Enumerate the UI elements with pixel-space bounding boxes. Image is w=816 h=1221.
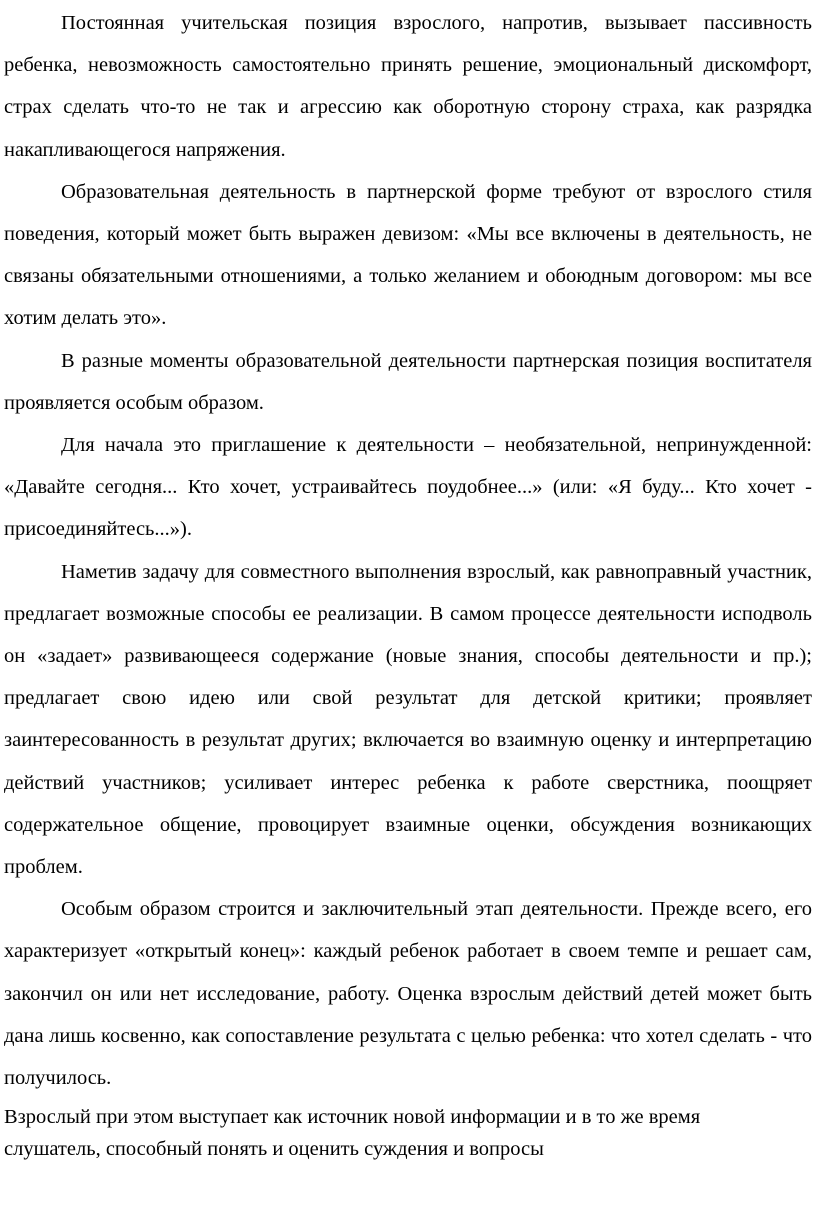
paragraph-adult-role: Взрослый при этом выступает как источник новой информации и в то же время слушатель, способный понять и оценить суждения и вопросы <box>4 1106 701 1161</box>
paragraph-partner-form: Образовательная деятельность в партнерской форме требуют от взрослого стиля поведения, который может быть выражен девизом: «Мы все включены в деятельность, не связаны обязательными отношениями, а только желанием и обоюдным договором: мы все хотим делать это». <box>4 180 812 330</box>
paragraph-final-stage: Особым образом строится и заключительный этап деятельности. Прежде всего, его характеризует «открытый конец»: каждый ребенок работает в своем темпе и решает сам, закончил он или нет исследование, работу. Оценка взрослым действий детей может быть дана лишь косвенно, как сопоставление результата с целью ребенка: что хотел сделать - что получилось. <box>4 898 812 1090</box>
paragraph-partner-position: В разные моменты образовательной деятельности партнерская позиция воспитателя проявляется особым образом. <box>4 349 812 414</box>
paragraph-invitation: Для начала это приглашение к деятельности – необязательной, непринужденной: «Давайте сегодня... Кто хочет, устраивайтесь поудобнее...» (или: «Я буду... Кто хочет - присоединяйтесь...»). <box>4 434 812 541</box>
paragraph-joint-task: Наметив задачу для совместного выполнения взрослый, как равноправный участник, предлагает возможные способы ее реализации. В самом процессе деятельности исподволь он «задает» развивающееся содержание (новые знания, способы деятельности и пр.); предлагает свою идею или свой результат для детской критики; проявляет заинтересованность в результат других; включается во взаимную оценку и интерпретацию действий участников; усиливает интерес ребенка к работе сверстника, поощряет содержательное общение, провоцирует взаимные оценки, обсуждения возникающих проблем. <box>4 560 812 879</box>
paragraph-teacher-position: Постоянная учительская позиция взрослого, напротив, вызывает пассивность ребенка, невозможность самостоятельно принять решение, эмоциональный дискомфорт, страх сделать что-то не так и агрессию как оборотную сторону страха, как разрядка накапливающегося напряжения. <box>4 12 812 161</box>
